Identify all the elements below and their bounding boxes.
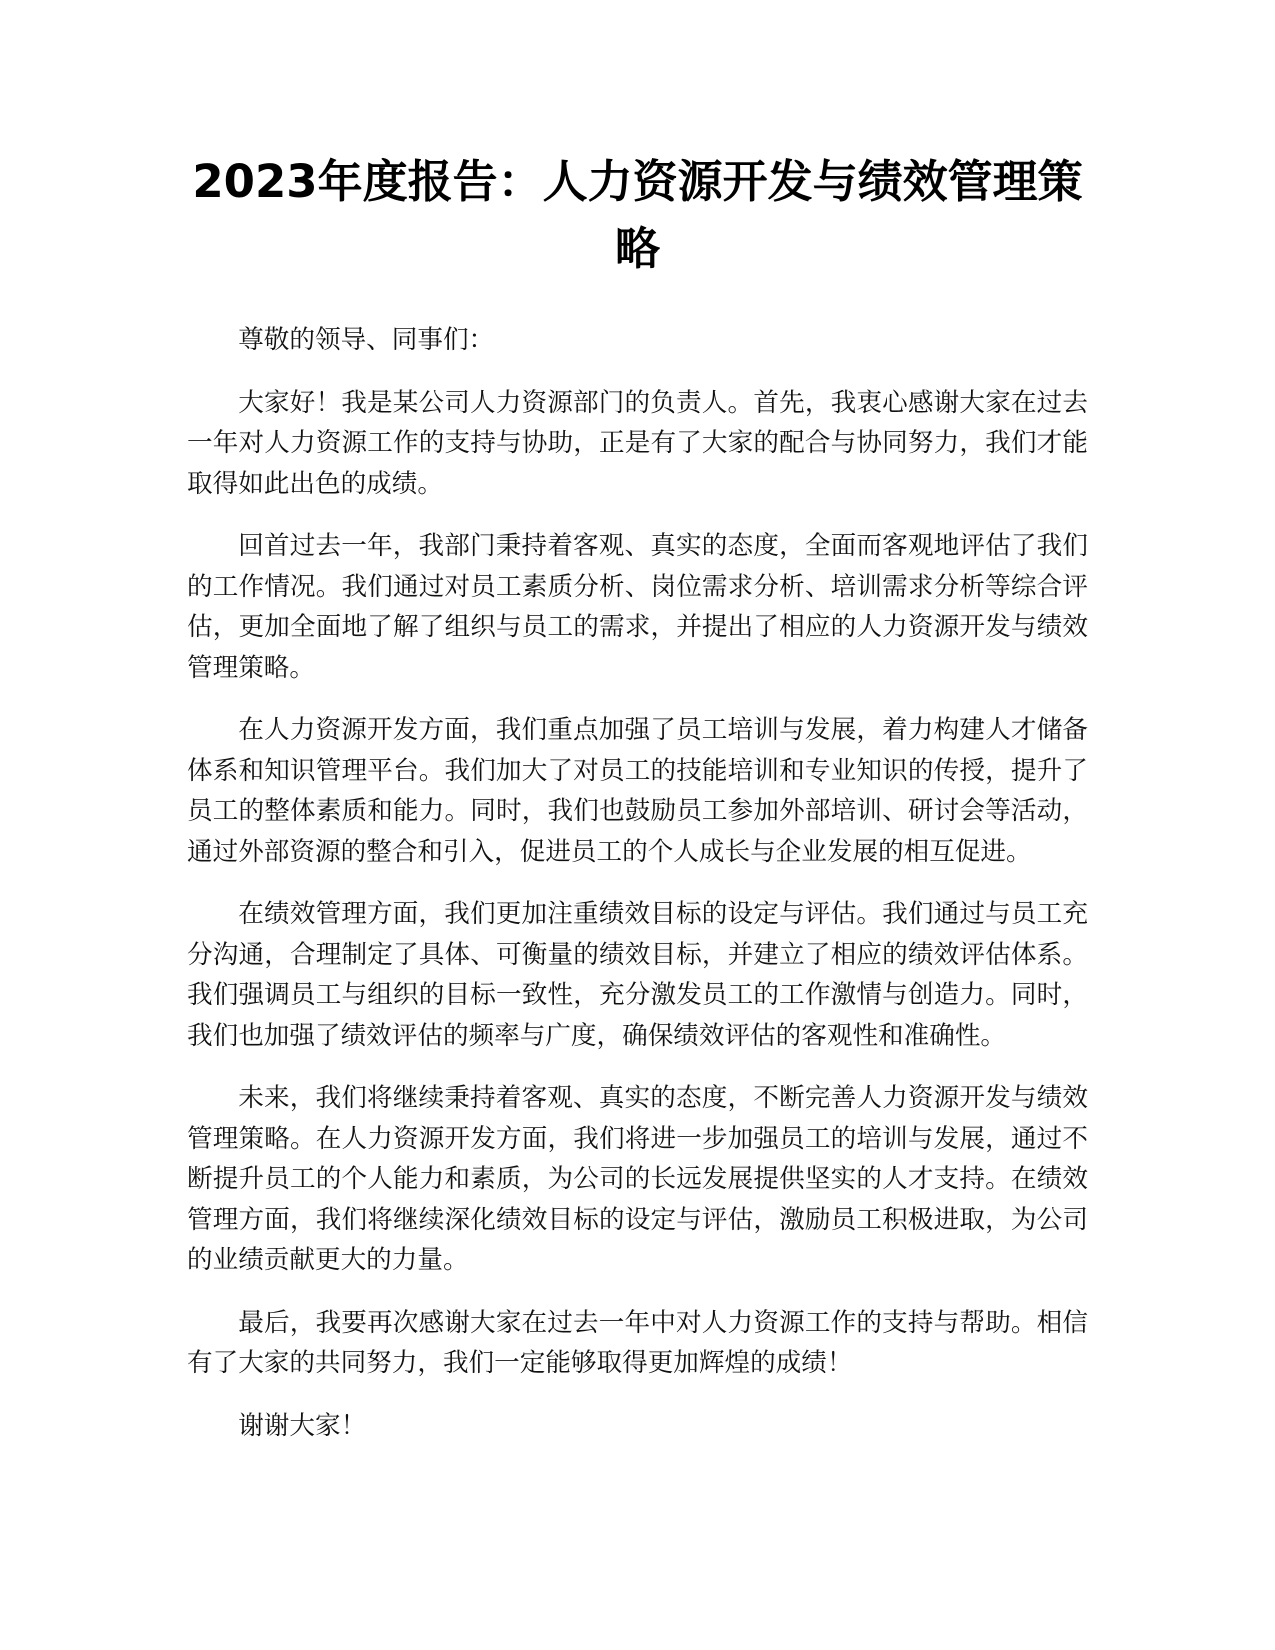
paragraph-performance-management: 在绩效管理方面，我们更加注重绩效目标的设定与评估。我们通过与员工充分沟通，合理制定了具体、可衡量的绩效目标，并建立了相应的绩效评估体系。我们强调员工与组织的目标一致性，充分激发员工的工作激情与创造力。同时，我们也加强了绩效评估的频率与广度，确保绩效评估的客观性和准确性。 [187,899,1088,1051]
paragraph-future: 未来，我们将继续秉持着客观、真实的态度，不断完善人力资源开发与绩效管理策略。在人力资源开发方面，我们将进一步加强员工的培训与发展，通过不断提升员工的个人能力和素质，为公司的长远发展提供坚实的人才支持。在绩效管理方面，我们将继续深化绩效目标的设定与评估，激励员工积极进取，为公司的业绩贡献更大的力量。 [187,1083,1088,1275]
paragraph-greeting: 大家好！我是某公司人力资源部门的负责人。首先，我衷心感谢大家在过去一年对人力资源工作的支持与协助，正是有了大家的配合与协同努力，我们才能取得如此出色的成绩。 [187,387,1088,499]
paragraph-review: 回首过去一年，我部门秉持着客观、真实的态度，全面而客观地评估了我们的工作情况。我们通过对员工素质分析、岗位需求分析、培训需求分析等综合评估，更加全面地了解了组织与员工的需求，并提出了相应的人力资源开发与绩效管理策略。 [187,531,1088,683]
document-body [187,320,1088,1468]
document-page [187,0,1088,1650]
sign-off: 谢谢大家！ [238,1410,367,1441]
document-title: 2023年度报告：人力资源开发与绩效管理策略 [192,155,1083,275]
salutation: 尊敬的领导、同事们： [238,325,495,355]
paragraph-closing: 最后，我要再次感谢大家在过去一年中对人力资源工作的支持与帮助。相信有了大家的共同努力，我们一定能够取得更加辉煌的成绩！ [187,1307,1088,1378]
paragraph-hr-development: 在人力资源开发方面，我们重点加强了员工培训与发展，着力构建人才储备体系和知识管理平台。我们加大了对员工的技能培训和专业知识的传授，提升了员工的整体素质和能力。同时，我们也鼓励员工参加外部培训、研讨会等活动，通过外部资源的整合和引入，促进员工的个人成长与企业发展的相互促进。 [187,715,1088,867]
